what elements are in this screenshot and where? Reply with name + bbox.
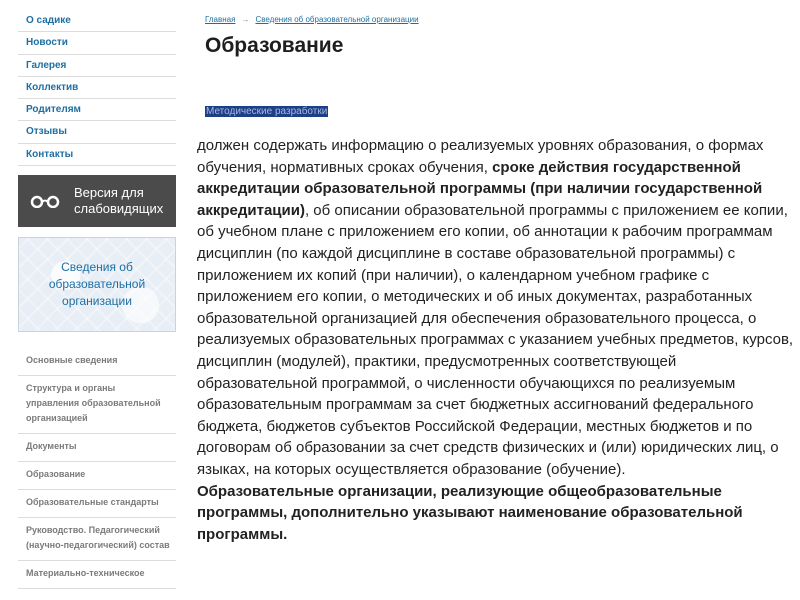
org-info-button[interactable] — [18, 237, 176, 332]
content-text-part2: , об описании образовательной программы с приложением ее копии, об учебном плане с приложением его копии, об аннотации к рабочим программам дисциплин (по каждой дисциплине в составе образовательной программы) с приложением их копий (при наличии), о календарном учебном графике с приложением его копии, о методических и об иных документах, разработанных образовательной организацией для обеспечения образовательного процесса, о реализуемых образовательных программах с указанием учебных предметов, курсов, дисциплин (модулей), практики, предусмотренных соответствующей образовательной программой, о численности обучающихся по реализуемым образовательным программам за счет бюджетных ассигнований федерального бюджета, бюджетов субъектов Российской Федерации, местных бюджетов и по договорам об образовании за счет средств физических и (или) юридических лиц, о языках, на которых осуществляется образование (обучение). — [197, 201, 794, 478]
menu-item-staff[interactable]: Коллектив — [18, 77, 176, 99]
submenu-item-facilities[interactable]: Материально-техническое — [18, 561, 176, 589]
menu-item-contacts[interactable]: Контакты — [18, 144, 176, 166]
top-menu — [18, 10, 176, 166]
submenu-item-education[interactable]: Образование — [18, 462, 176, 490]
org-info-label: Сведения об образовательной организации — [48, 260, 146, 309]
menu-item-about[interactable]: О садике — [18, 10, 176, 32]
sidebar — [18, 10, 176, 589]
menu-item-news[interactable]: Новости — [18, 32, 176, 54]
glasses-icon — [30, 194, 60, 208]
vision-impaired-button[interactable] — [18, 175, 176, 227]
breadcrumb-home[interactable]: Главная — [205, 15, 236, 24]
content-text-part1: должен содержать информацию о реализуемых уровнях образования, о формах обучения, нормативных сроках обучения, — [197, 137, 764, 176]
menu-item-parents[interactable]: Родителям — [18, 99, 176, 121]
breadcrumb-section[interactable]: Сведения об образовательной организации — [255, 15, 419, 24]
breadcrumb-separator: → — [241, 15, 250, 24]
content-paragraph — [197, 135, 795, 481]
submenu-item-management[interactable]: Руководство. Педагогический (научно-педагогический) состав — [18, 518, 176, 561]
breadcrumb — [205, 15, 419, 24]
submenu-item-structure[interactable]: Структура и органы управления образовательной организацией — [18, 376, 176, 434]
menu-item-gallery[interactable]: Галерея — [18, 55, 176, 77]
vision-label-line2: слабовидящих — [74, 201, 164, 217]
main-content — [197, 135, 795, 545]
vision-label-line1: Версия для — [74, 185, 144, 201]
content-paragraph-2 — [197, 481, 795, 546]
submenu-item-basic-info[interactable]: Основные сведения — [18, 348, 176, 376]
methodical-materials-link[interactable]: Методические разработки — [206, 106, 328, 117]
content-bold-accreditation: сроке действия государственной аккредитации образовательной программы (при наличии государственной аккредитации) — [197, 158, 763, 219]
vision-impaired-label — [74, 185, 163, 217]
submenu-item-documents[interactable]: Документы — [18, 434, 176, 462]
content-bold-general-programs: Образовательные организации, реализующие общеобразовательные программы, дополнительно указывают наименование образовательной программы. — [197, 482, 743, 543]
page-title: Образование — [205, 34, 344, 57]
submenu-item-standards[interactable]: Образовательные стандарты — [18, 490, 176, 518]
menu-item-reviews[interactable]: Отзывы — [18, 121, 176, 143]
sub-menu — [18, 348, 176, 589]
